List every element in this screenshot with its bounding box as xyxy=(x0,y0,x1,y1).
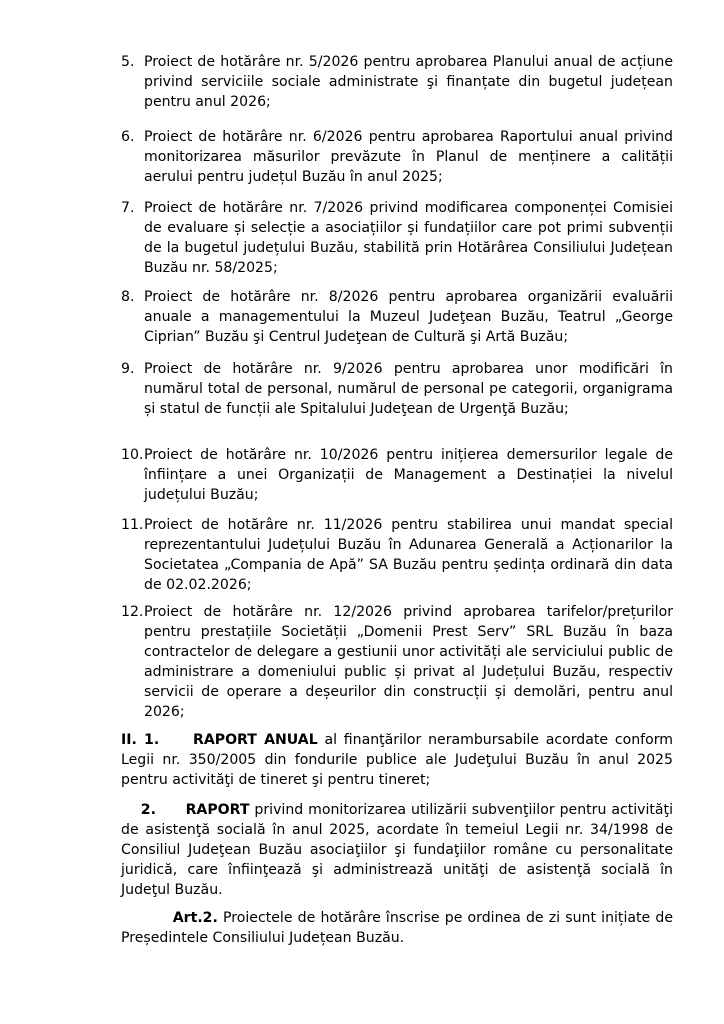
list-item xyxy=(121,515,673,595)
section-number: II. 1. xyxy=(121,732,160,748)
list-item xyxy=(121,445,673,505)
section-heading: RAPORT ANUAL xyxy=(192,732,318,748)
item-number: 6. xyxy=(121,129,135,145)
item-text: Proiect de hotărâre nr. 5/2026 pentru aprobarea Planului anual de acțiune privind serviciile sociale administrate şi finanțate din bugetul județean pentru anul 2026; xyxy=(144,54,673,110)
section-text: privind monitorizarea utilizării subvenţiilor pentru activităţi de asistenţă socială în anul 2025, acordate în temeiul Legii nr. 34/1998 de Consiliul Judeţean Buzău asociaţiilor şi fundaţiilor române cu personalitate juridică, care înfiinţează şi administrează unităţi de asistenţă socială în Judeţul Buzău. xyxy=(121,802,674,898)
item-number: 10. xyxy=(121,447,144,463)
list-item xyxy=(121,198,673,278)
section-number: 2. xyxy=(140,802,156,818)
section-ii-item-2 xyxy=(121,800,673,900)
article-label: Art.2. xyxy=(172,910,218,926)
item-text: Proiect de hotărâre nr. 7/2026 privind modificarea componenței Comisiei de evaluare și selecție a asociațiilor și fundațiilor care pot primi subvenții de la bugetul județului Buzău, stabilită prin Hotărârea Consiliului Județean Buzău nr. 58/2025; xyxy=(144,200,673,276)
item-number: 9. xyxy=(121,361,135,377)
item-text: Proiect de hotărâre nr. 6/2026 pentru aprobarea Raportului anual privind monitorizarea măsurilor prevăzute în Planul de menținere a calității aerului pentru județul Buzău în anul 2025; xyxy=(144,129,673,185)
article-text: Proiectele de hotărâre înscrise pe ordinea de zi sunt inițiate de Președintele Consiliului Județean Buzău. xyxy=(121,910,673,946)
section-text: al finanţărilor nerambursabile acordate conform Legii nr. 350/2005 din fondurile publice ale Judeţului Buzău în anul 2025 pentru activităţi de tineret şi pentru tineret; xyxy=(121,732,673,788)
item-number: 11. xyxy=(121,517,144,533)
list-item xyxy=(121,127,673,187)
item-number: 5. xyxy=(121,54,135,70)
list-item xyxy=(121,359,673,419)
item-number: 12. xyxy=(121,604,144,620)
item-text: Proiect de hotărâre nr. 12/2026 privind aprobarea tarifelor/prețurilor pentru prestațiile Societății „Domenii Prest Serv” SRL Buzău în baza contractelor de delegare a gestiunii unor activități ale serviciului public de administrare a domeniului public și privat al Județului Buzău, respectiv servicii de operare a deșeurilor din construcții și demolări, pentru anul 2026; xyxy=(144,604,673,720)
list-item xyxy=(121,52,673,112)
list-item xyxy=(121,287,673,347)
item-number: 7. xyxy=(121,200,135,216)
section-ii-item-1 xyxy=(121,730,673,790)
item-text: Proiect de hotărâre nr. 11/2026 pentru stabilirea unui mandat special reprezentantului Județului Buzău în Adunarea Generală a Acționarilor la Societatea „Compania de Apă” SA Buzău pentru ședința ordinară din data de 02.02.2026; xyxy=(144,517,673,593)
item-text: Proiect de hotărâre nr. 8/2026 pentru aprobarea organizării evaluării anuale a managementului la Muzeul Judeţean Buzău, Teatrul „George Ciprian” Buzău şi Centrul Judeţean de Cultură şi Artă Buzău; xyxy=(144,289,673,345)
article-2 xyxy=(121,908,673,948)
list-item xyxy=(121,602,673,722)
item-text: Proiect de hotărâre nr. 9/2026 pentru aprobarea unor modificări în numărul total de personal, numărul de personal pe categorii, organigrama și statul de funcții ale Spitalului Judeţean de Urgenţă Buzău; xyxy=(144,361,673,417)
item-number: 8. xyxy=(121,289,135,305)
item-text: Proiect de hotărâre nr. 10/2026 pentru inițierea demersurilor legale de înființare a unei Organizații de Management a Destinației la nivelul județului Buzău; xyxy=(144,447,673,503)
section-heading: RAPORT xyxy=(185,802,250,818)
